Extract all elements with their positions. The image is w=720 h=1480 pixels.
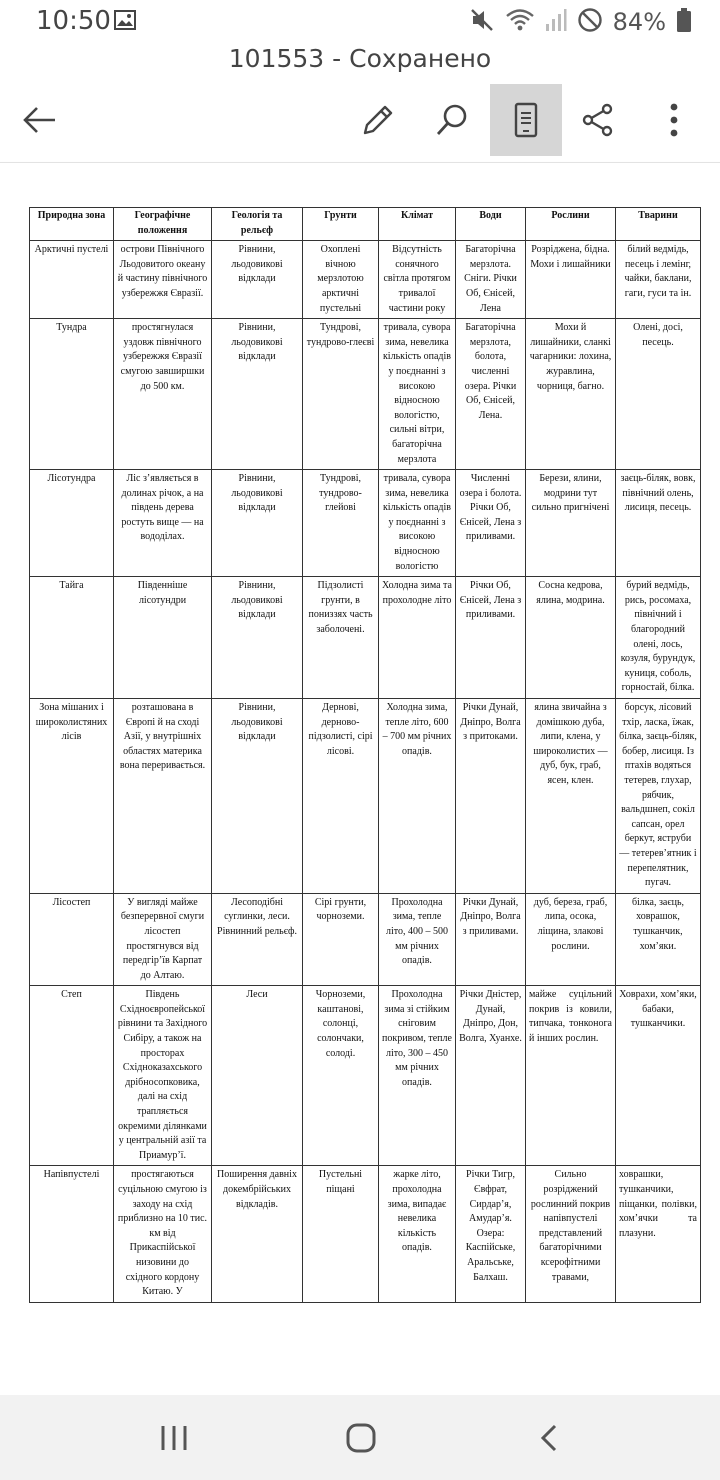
table-row [30,699,701,894]
table-cell: Рівнини, льодовикові відклади [212,699,303,894]
table-cell: дуб, береза, граб, липа, осока, ліщина, злакові рослини. [526,893,616,986]
table-cell: Річки Дністер, Дунай, Дніпро, Дон, Волга, Хуанхе. [456,986,526,1166]
signal-icon [545,8,567,36]
table-cell: Рівнини, льодовикові відклади [212,319,303,470]
table-row [30,577,701,699]
table-cell: простягнулася уздовж північного узбережжя Євразії смугою завширшки до 500 км. [114,319,212,470]
table-cell: Багаторічна мерзлота, болота, численні озера. Річки Об, Єнісей, Лена. [456,319,526,470]
table-header: Природна зона [30,208,114,241]
table-cell: Тундрові, тундрово-глейові [303,470,379,577]
natural-zones-table [29,207,701,1303]
system-nav-bar [0,1395,720,1480]
table-header: Тварини [616,208,701,241]
table-row [30,470,701,577]
table-cell: Чорноземи, каштанові, солонці, солончаки, солоді. [303,986,379,1166]
document-title: 101553 - Сохранено [228,44,492,73]
table-cell: жарке літо, прохолодна зима, випадає невелика кількість опадів. [379,1166,456,1302]
status-time: 10:50 [36,6,111,36]
table-cell: Сосна кедрова, ялина, модрина. [526,577,616,699]
table-cell: Відсутність сонячного світла протягом тривалої частини року [379,241,456,319]
edit-pencil-icon[interactable] [342,84,414,156]
table-cell: Сірі грунти, чорноземи. [303,893,379,986]
table-cell: розташована в Європі й на сході Азії, у внутрішніх областях материка вона переривається. [114,699,212,894]
table-cell: Холодна зима, тепле літо, 600 – 700 мм річних опадів. [379,699,456,894]
table-cell: Леси [212,986,303,1166]
back-icon[interactable] [514,1415,584,1461]
battery-percent: 84% [612,8,666,36]
table-cell: Південніше лісотундри [114,577,212,699]
do-not-disturb-icon [577,7,603,37]
table-cell: майже суцільний покрив із ковили, типчака, тонконога й інших рослин. [526,986,616,1166]
wifi-icon [505,7,535,37]
table-cell: Річки Тигр, Євфрат, Сирдар’я, Амудар’я. Озера: Каспійське, Аральське, Балхаш. [456,1166,526,1302]
table-header: Геологія та рельєф [212,208,303,241]
table-cell: Дернові, дерново-підзолисті, сірі лісові. [303,699,379,894]
table-cell: Підзолисті грунти, в пониззях часть заболочені. [303,577,379,699]
table-cell: Розріджена, бідна. Мохи і лишайники [526,241,616,319]
battery-icon [676,7,692,37]
table-cell: ховрашки, тушканчики, піщанки, полівки, хом’ячки та плазуни. [616,1166,701,1302]
search-icon[interactable] [416,84,488,156]
table-header-row [30,208,701,241]
table-cell: Ховрахи, хом’яки, бабаки, тушканчики. [616,986,701,1166]
table-cell: простягаються суцільною смугою із заходу на схід приблизно на 10 тис. км від Прикаспійської низовини до східного кордону Китаю. У [114,1166,212,1302]
table-cell: Степ [30,986,114,1166]
table-header: Клімат [379,208,456,241]
table-cell: білка, заєць, ховрашок, тушканчик, хом’яки. [616,893,701,986]
table-cell: Холодна зима та прохолодне літо [379,577,456,699]
table-header: Рослини [526,208,616,241]
table-row [30,319,701,470]
table-row [30,241,701,319]
recent-apps-icon[interactable] [139,1415,209,1461]
table-cell: Річки Об, Єнісей, Лена з приливами. [456,577,526,699]
table-cell: У вигляді майже безперервної смуги лісостеп простягнувся від передгір’їв Карпат до Алтаю. [114,893,212,986]
table-row [30,1166,701,1302]
share-icon[interactable] [562,84,634,156]
table-header: Води [456,208,526,241]
table-cell: Напівпустелі [30,1166,114,1302]
table-cell: Тундра [30,319,114,470]
table-cell: Мохи й лишайники, сланкі чагарники: лохина, журавлина, чорниця, багно. [526,319,616,470]
table-cell: Річки Дунай, Дніпро, Волга з приливами. [456,893,526,986]
mobile-view-icon[interactable] [490,84,562,156]
table-cell: бурий ведмідь, рись, росомаха, північний і благородний олені, лось, козуля, бурундук, куниця, соболь, горностай, білка. [616,577,701,699]
table-header: Географічне положення [114,208,212,241]
status-icons [469,6,692,38]
table-row [30,893,701,986]
table-cell: тривала, сувора зима, невелика кількість опадів у поєднанні з високою відносною вологістю, сильні вітри, багаторічна мерзлота [379,319,456,470]
home-icon[interactable] [326,1415,396,1461]
mute-icon [469,7,495,37]
toolbar [0,84,720,156]
table-cell: ялина звичайна з домішкою дуба, липи, клена, у широколистих — дуб, бук, граб, ясен, клен. [526,699,616,894]
table-cell: Багаторічна мерзлота. Сніги. Річки Об, Єнісей, Лена [456,241,526,319]
table-cell: Берези, ялини, модрини тут сильно пригнічені [526,470,616,577]
table-cell: Прохолодна зима зі стійким сніговим покривом, тепле літо, 300 – 450 мм річних опадів. [379,986,456,1166]
table-cell: Лісостеп [30,893,114,986]
table-cell: тривала, сувора зима, невелика кількість опадів у поєднанні з високою відносною вологістю [379,470,456,577]
table-cell: Ліс з’являється в долинах річок, а на південь дерева ростуть вище — на вододілах. [114,470,212,577]
table-cell: острови Північного Льодовитого океану й частину північного узбережжя Євразії. [114,241,212,319]
table-cell: Прохолодна зима, тепле літо, 400 – 500 мм річних опадів. [379,893,456,986]
table-cell: Рівнини, льодовикові відклади [212,470,303,577]
document-viewport[interactable] [0,163,720,1395]
table-cell: Тайга [30,577,114,699]
table-cell: Численні озера і болота. Річки Об, Єнісей, Лена з приливами. [456,470,526,577]
image-icon [114,10,136,34]
table-cell: Пустельні піщані [303,1166,379,1302]
table-cell: Сильно розріджений рослинний покрив напівпустелі представлений багаторічними ксерофітними травами, [526,1166,616,1302]
table-cell: Рівнини, льодовикові відклади [212,577,303,699]
table-cell: Арктичні пустелі [30,241,114,319]
table-cell: Тундрові, тундрово-глеєві [303,319,379,470]
table-cell: Річки Дунай, Дніпро, Волга з притоками. [456,699,526,894]
table-cell: Поширення давніх докембрійських відкладів. [212,1166,303,1302]
status-bar [0,0,720,44]
table-cell: Рівнини, льодовикові відклади [212,241,303,319]
back-arrow-icon[interactable] [4,84,76,156]
table-cell: Охоплені вічною мерзлотою арктичні пустельні [303,241,379,319]
table-header: Грунти [303,208,379,241]
table-cell: Лесоподібні суглинки, леси. Рівнинний рельєф. [212,893,303,986]
table-cell: білий ведмідь, песець і лемінг, чайки, баклани, гаги, гуси та ін. [616,241,701,319]
more-vert-icon[interactable] [638,84,710,156]
table-row [30,986,701,1166]
table-cell: Зона мішаних і широколистяних лісів [30,699,114,894]
table-cell: заєць-біляк, вовк, північний олень, лисиця, песець. [616,470,701,577]
table-cell: Південь Східноєвропейської рівнини та Західного Сибіру, а також на просторах Східноказахського дрібносопковика, далі на схід трапляється окремими ділянками у центральній азії та Приамур’ї. [114,986,212,1166]
table-cell: Лісотундра [30,470,114,577]
table-cell: Олені, досі, песець. [616,319,701,470]
table-cell: борсук, лісовий тхір, ласка, їжак, білка, заєць-біляк, бобер, лисиця. Із птахів водяться тетерев, глухар, рябчик, вальдшнеп, сокіл сапсан, орел беркут, яструби — тетерев’ятник і перепелятник, пугач. [616,699,701,894]
